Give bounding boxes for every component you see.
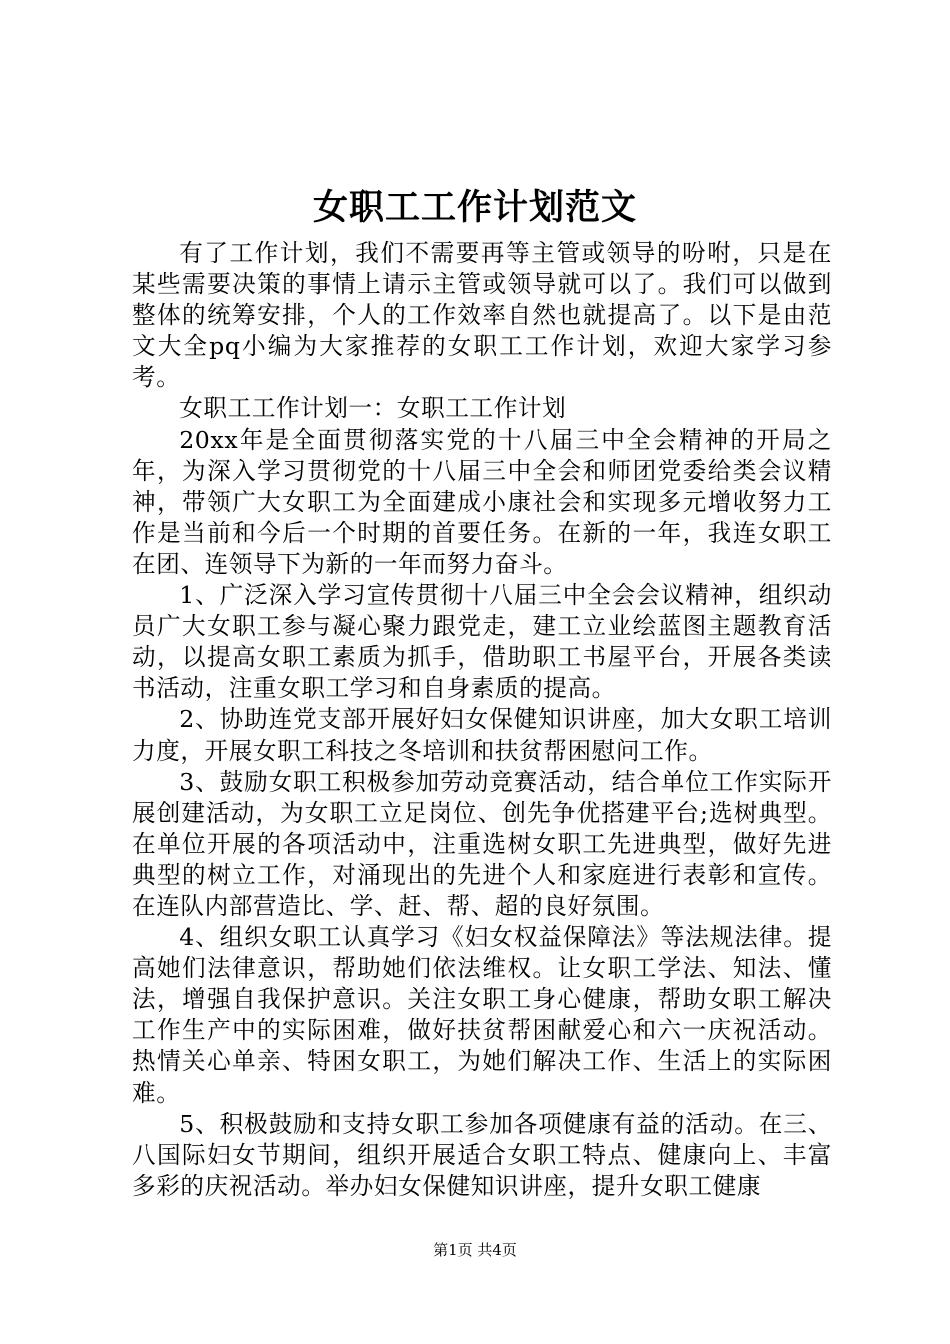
page-number: 第1页 共4页 <box>433 1241 517 1259</box>
body-paragraph: 20xx年是全面贯彻落实党的十八届三中全会精神的开局之年，为深入学习贯彻党的十八届三中全会和师团党委给类会议精神，带领广大女职工为全面建成小康社会和实现多元增收努力工作是当前和今后一个时期的首要任务。在新的一年，我连女职工在团、连领导下为新的一年而努力奋斗。 <box>132 425 832 578</box>
list-item-2: 2、协助连党支部开展好妇女保健知识讲座，加大女职工培训力度，开展女职工科技之冬培训和扶贫帮困慰问工作。 <box>132 705 832 765</box>
document-body <box>132 238 832 1202</box>
document-title: 女职工工作计划范文 <box>312 187 637 228</box>
list-item-5: 5、积极鼓励和支持女职工参加各项健康有益的活动。在三、八国际妇女节期间，组织开展适合女职工特点、健康向上、丰富多彩的庆祝活动。举办妇女保健知识讲座，提升女职工健康 <box>132 1109 832 1200</box>
list-item-3: 3、鼓励女职工积极参加劳动竞赛活动，结合单位工作实际开展创建活动，为女职工立足岗位、创先争优搭建平台;选树典型。在单位开展的各项活动中，注重选树女职工先进典型，做好先进典型的树立工作，对涌现出的先进个人和家庭进行表彰和宣传。在连队内部营造比、学、赶、帮、超的良好氛围。 <box>132 767 832 920</box>
list-item-1: 1、广泛深入学习宣传贯彻十八届三中全会会议精神，组织动员广大女职工参与凝心聚力跟党走，建工立业绘蓝图主题教育活动，以提高女职工素质为抓手，借助职工书屋平台，开展各类读书活动，注重女职工学习和自身素质的提高。 <box>132 581 832 703</box>
list-item-4: 4、组织女职工认真学习《妇女权益保障法》等法规法律。提高她们法律意识，帮助她们依法维权。让女职工学法、知法、懂法，增强自我保护意识。关注女职工身心健康，帮助女职工解决工作生产中的实际困难，做好扶贫帮困献爱心和六一庆祝活动。热情关心单亲、特困女职工，为她们解决工作、生活上的实际困难。 <box>132 923 832 1107</box>
section-heading: 女职工工作计划一：女职工工作计划 <box>179 394 567 423</box>
intro-paragraph: 有了工作计划，我们不需要再等主管或领导的吩咐，只是在某些需要决策的事情上请示主管或领导就可以了。我们可以做到整体的统筹安排，个人的工作效率自然也就提高了。以下是由范文大全pq小编为大家推荐的女职工工作计划，欢迎大家学习参考。 <box>132 239 832 392</box>
